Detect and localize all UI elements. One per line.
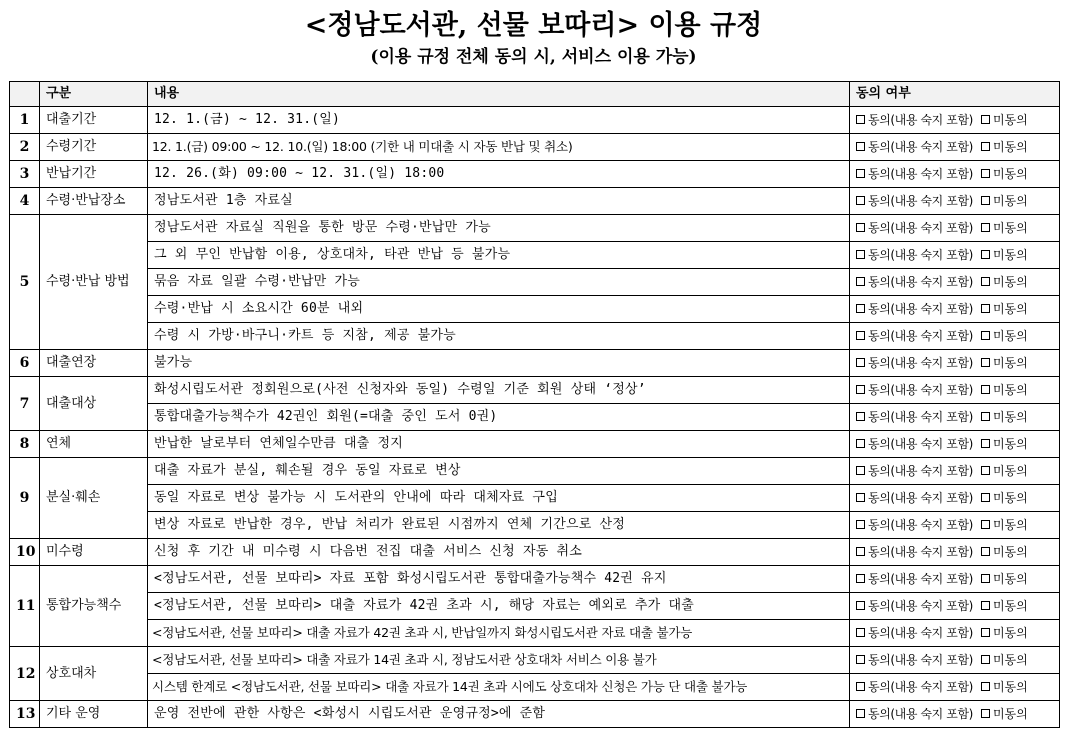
table-row [10,701,1060,728]
disagree-checkbox[interactable] [981,466,990,475]
disagree-checkbox[interactable] [981,250,990,259]
disagree-option[interactable] [981,301,1028,317]
agree-option[interactable] [856,328,973,344]
table-row [10,620,1060,647]
disagree-option[interactable] [981,247,1028,263]
table-row [10,269,1060,296]
disagree-checkbox[interactable] [981,655,990,664]
row-content: 묶음 자료 일괄 수령·반납만 가능 [148,269,850,296]
disagree-option[interactable] [981,328,1028,344]
agree-label: 동의(내용 숙지 포함) [868,598,973,613]
row-category: 기타 운영 [40,701,148,728]
agree-checkbox[interactable] [856,250,865,259]
disagree-checkbox[interactable] [981,331,990,340]
disagree-label: 미동의 [992,166,1028,181]
agree-option[interactable] [856,679,973,695]
disagree-option[interactable] [981,571,1028,587]
disagree-option[interactable] [981,382,1028,398]
row-content: 신청 후 기간 내 미수령 시 다음번 전집 대출 서비스 신청 자동 취소 [148,539,850,566]
row-content: 수령 시 가방·바구니·카트 등 지참, 제공 불가능 [148,323,850,350]
agree-option[interactable] [856,112,973,128]
header-row [10,82,1060,107]
agree-option[interactable] [856,301,973,317]
row-content: 운영 전반에 관한 사항은 <화성시 시립도서관 운영규정>에 준함 [148,701,850,728]
disagree-option[interactable] [981,355,1028,371]
row-number: 7 [10,377,40,431]
agree-checkbox[interactable] [856,412,865,421]
row-number: 4 [10,188,40,215]
agree-label: 동의(내용 숙지 포함) [868,706,973,721]
agree-checkbox[interactable] [856,520,865,529]
disagree-option[interactable] [981,409,1028,425]
agree-label: 동의(내용 숙지 포함) [868,463,973,478]
row-content: <정남도서관, 선물 보따리> 대출 자료가 42권 초과 시, 해당 자료는 예외로 추가 대출 [148,593,850,620]
agree-label: 동의(내용 숙지 포함) [868,274,973,289]
row-content: 변상 자료로 반납한 경우, 반납 처리가 완료된 시점까지 연체 기간으로 산정 [148,512,850,539]
agree-label: 동의(내용 숙지 포함) [868,166,973,181]
agree-options [850,593,1060,620]
agree-options [850,701,1060,728]
table-row [10,242,1060,269]
disagree-checkbox[interactable] [981,358,990,367]
disagree-label: 미동의 [992,112,1028,127]
disagree-label: 미동의 [992,247,1028,262]
agree-label: 동의(내용 숙지 포함) [868,517,973,532]
row-content: 통합대출가능책수가 42권인 회원(=대출 중인 도서 0권) [148,404,850,431]
table-row [10,512,1060,539]
agree-label: 동의(내용 숙지 포함) [868,247,973,262]
agree-option[interactable] [856,382,973,398]
disagree-label: 미동의 [992,625,1028,640]
agree-option[interactable] [856,409,973,425]
disagree-label: 미동의 [992,220,1028,235]
agree-options [850,188,1060,215]
agree-options [850,134,1060,161]
agree-checkbox[interactable] [856,223,865,232]
table-row [10,107,1060,134]
header-content: 내용 [148,82,850,107]
agree-option[interactable] [856,436,973,452]
agree-option[interactable] [856,355,973,371]
disagree-checkbox[interactable] [981,277,990,286]
page-subtitle: (이용 규정 전체 동의 시, 서비스 이용 가능) [370,47,697,67]
row-number: 9 [10,458,40,539]
agree-checkbox[interactable] [856,628,865,637]
row-category: 분실·훼손 [40,458,148,539]
disagree-checkbox[interactable] [981,709,990,718]
agree-label: 동의(내용 숙지 포함) [868,301,973,316]
disagree-checkbox[interactable] [981,601,990,610]
disagree-label: 미동의 [992,355,1028,370]
disagree-checkbox[interactable] [981,439,990,448]
rules-table [9,81,1060,728]
disagree-checkbox[interactable] [981,682,990,691]
agree-label: 동의(내용 숙지 포함) [868,490,973,505]
disagree-checkbox[interactable] [981,547,990,556]
agree-checkbox[interactable] [856,655,865,664]
row-content: 12. 26.(화) 09:00 ~ 12. 31.(일) 18:00 [148,161,850,188]
agree-checkbox[interactable] [856,574,865,583]
disagree-option[interactable] [981,517,1028,533]
row-number: 3 [10,161,40,188]
disagree-label: 미동의 [992,409,1028,424]
table-row [10,404,1060,431]
disagree-checkbox[interactable] [981,115,990,124]
table-row [10,539,1060,566]
row-number: 10 [10,539,40,566]
row-content: <정남도서관, 선물 보따리> 대출 자료가 14권 초과 시, 정남도서관 상호대차 서비스 이용 불가 [148,647,850,674]
agree-checkbox[interactable] [856,304,865,313]
agree-label: 동의(내용 숙지 포함) [868,625,973,640]
disagree-label: 미동의 [992,382,1028,397]
agree-checkbox[interactable] [856,277,865,286]
row-number: 13 [10,701,40,728]
agree-checkbox[interactable] [856,169,865,178]
disagree-label: 미동의 [992,517,1028,532]
row-content: 대출 자료가 분실, 훼손될 경우 동일 자료로 변상 [148,458,850,485]
agree-options [850,296,1060,323]
agree-options [850,242,1060,269]
disagree-label: 미동의 [992,544,1028,559]
row-number: 11 [10,566,40,647]
agree-options [850,566,1060,593]
agree-options [850,539,1060,566]
agree-label: 동의(내용 숙지 포함) [868,139,973,154]
row-content: 12. 1.(금) 09:00 ~ 12. 10.(일) 18:00 (기한 내 미대출 시 자동 반납 및 취소) [148,134,850,161]
row-content: 12. 1.(금) ~ 12. 31.(일) [148,107,850,134]
agree-option[interactable] [856,625,973,641]
table-row [10,593,1060,620]
disagree-checkbox[interactable] [981,412,990,421]
disagree-checkbox[interactable] [981,169,990,178]
header-agree: 동의 여부 [850,82,1060,107]
agree-checkbox[interactable] [856,547,865,556]
table-row [10,647,1060,674]
agree-checkbox[interactable] [856,142,865,151]
agree-option[interactable] [856,193,973,209]
agree-option[interactable] [856,166,973,182]
disagree-checkbox[interactable] [981,520,990,529]
disagree-option[interactable] [981,193,1028,209]
table-row [10,431,1060,458]
disagree-option[interactable] [981,463,1028,479]
agree-options [850,269,1060,296]
agree-checkbox[interactable] [856,439,865,448]
agree-checkbox[interactable] [856,601,865,610]
row-content: 수령·반납 시 소요시간 60분 내외 [148,296,850,323]
row-content: 화성시립도서관 정회원으로(사전 신청자와 동일) 수령일 기준 회원 상태 ‘정상’ [148,377,850,404]
agree-options [850,350,1060,377]
agree-label: 동의(내용 숙지 포함) [868,355,973,370]
row-number: 12 [10,647,40,701]
agree-option[interactable] [856,463,973,479]
row-content: <정남도서관, 선물 보따리> 자료 포함 화성시립도서관 통합대출가능책수 42권 유지 [148,566,850,593]
disagree-label: 미동의 [992,571,1028,586]
disagree-checkbox[interactable] [981,196,990,205]
agree-checkbox[interactable] [856,493,865,502]
row-category: 대출대상 [40,377,148,431]
disagree-label: 미동의 [992,679,1028,694]
disagree-option[interactable] [981,139,1028,155]
agree-option[interactable] [856,571,973,587]
agree-checkbox[interactable] [856,196,865,205]
agree-label: 동의(내용 숙지 포함) [868,436,973,451]
agree-options [850,458,1060,485]
disagree-option[interactable] [981,274,1028,290]
row-content: 반납한 날로부터 연체일수만큼 대출 정지 [148,431,850,458]
row-content: 시스템 한계로 <정남도서관, 선물 보따리> 대출 자료가 14권 초과 시에도 상호대차 신청은 가능 단 대출 불가능 [148,674,850,701]
agree-checkbox[interactable] [856,385,865,394]
disagree-label: 미동의 [992,436,1028,451]
disagree-label: 미동의 [992,274,1028,289]
agree-checkbox[interactable] [856,709,865,718]
agree-label: 동의(내용 숙지 포함) [868,112,973,127]
disagree-option[interactable] [981,436,1028,452]
row-category: 대출기간 [40,107,148,134]
disagree-label: 미동의 [992,139,1028,154]
agree-options [850,323,1060,350]
agree-option[interactable] [856,598,973,614]
row-category: 수령·반납 방법 [40,215,148,350]
agree-label: 동의(내용 숙지 포함) [868,328,973,343]
agree-option[interactable] [856,706,973,722]
agree-label: 동의(내용 숙지 포함) [868,571,973,586]
row-content: 그 외 무인 반납함 이용, 상호대차, 타관 반납 등 불가능 [148,242,850,269]
agree-options [850,647,1060,674]
row-category: 미수령 [40,539,148,566]
agree-options [850,215,1060,242]
table-row [10,188,1060,215]
agree-options [850,674,1060,701]
agree-options [850,485,1060,512]
disagree-checkbox[interactable] [981,493,990,502]
agree-option[interactable] [856,220,973,236]
disagree-label: 미동의 [992,193,1028,208]
agree-options [850,512,1060,539]
header-no [10,82,40,107]
table-row [10,134,1060,161]
row-category: 수령·반납장소 [40,188,148,215]
row-number: 1 [10,107,40,134]
agree-option[interactable] [856,139,973,155]
agree-checkbox[interactable] [856,115,865,124]
agree-checkbox[interactable] [856,466,865,475]
row-content: 불가능 [148,350,850,377]
agree-option[interactable] [856,652,973,668]
disagree-label: 미동의 [992,463,1028,478]
disagree-option[interactable] [981,706,1028,722]
agree-checkbox[interactable] [856,682,865,691]
agree-option[interactable] [856,544,973,560]
agree-options [850,620,1060,647]
disagree-checkbox[interactable] [981,142,990,151]
agree-label: 동의(내용 숙지 포함) [868,193,973,208]
agree-label: 동의(내용 숙지 포함) [868,409,973,424]
page-title: <정남도서관, 선물 보따리> 이용 규정 [304,10,763,41]
disagree-label: 미동의 [992,328,1028,343]
table-row [10,323,1060,350]
disagree-checkbox[interactable] [981,304,990,313]
row-content: 정남도서관 1층 자료실 [148,188,850,215]
table-row [10,674,1060,701]
agree-checkbox[interactable] [856,358,865,367]
table-row [10,485,1060,512]
disagree-option[interactable] [981,544,1028,560]
row-category: 대출연장 [40,350,148,377]
row-category: 통합가능책수 [40,566,148,647]
table-row [10,566,1060,593]
disagree-label: 미동의 [992,490,1028,505]
row-number: 6 [10,350,40,377]
agree-option[interactable] [856,274,973,290]
agree-options [850,377,1060,404]
disagree-label: 미동의 [992,706,1028,721]
disagree-option[interactable] [981,490,1028,506]
agree-option[interactable] [856,490,973,506]
table-row [10,350,1060,377]
disagree-label: 미동의 [992,598,1028,613]
disagree-label: 미동의 [992,652,1028,667]
agree-option[interactable] [856,517,973,533]
row-content: 동일 자료로 변상 불가능 시 도서관의 안내에 따라 대체자료 구입 [148,485,850,512]
disagree-checkbox[interactable] [981,223,990,232]
table-row [10,458,1060,485]
row-number: 2 [10,134,40,161]
table-row [10,161,1060,188]
agree-options [850,107,1060,134]
agree-label: 동의(내용 숙지 포함) [868,382,973,397]
disagree-checkbox[interactable] [981,385,990,394]
row-content: <정남도서관, 선물 보따리> 대출 자료가 42권 초과 시, 반납일까지 화성시립도서관 자료 대출 불가능 [148,620,850,647]
row-content: 정남도서관 자료실 직원을 통한 방문 수령·반납만 가능 [148,215,850,242]
disagree-option[interactable] [981,112,1028,128]
disagree-label: 미동의 [992,301,1028,316]
row-category: 상호대차 [40,647,148,701]
header-category: 구분 [40,82,148,107]
table-row [10,215,1060,242]
table-row [10,377,1060,404]
agree-label: 동의(내용 숙지 포함) [868,220,973,235]
agree-label: 동의(내용 숙지 포함) [868,544,973,559]
row-category: 반납기간 [40,161,148,188]
disagree-option[interactable] [981,625,1028,641]
table-row [10,296,1060,323]
row-number: 8 [10,431,40,458]
agree-option[interactable] [856,247,973,263]
disagree-option[interactable] [981,679,1028,695]
disagree-option[interactable] [981,652,1028,668]
disagree-option[interactable] [981,166,1028,182]
row-number: 5 [10,215,40,350]
disagree-option[interactable] [981,598,1028,614]
agree-options [850,404,1060,431]
row-category: 연체 [40,431,148,458]
disagree-option[interactable] [981,220,1028,236]
agree-checkbox[interactable] [856,331,865,340]
agree-label: 동의(내용 숙지 포함) [868,679,973,694]
disagree-checkbox[interactable] [981,628,990,637]
agree-label: 동의(내용 숙지 포함) [868,652,973,667]
row-category: 수령기간 [40,134,148,161]
agree-options [850,161,1060,188]
disagree-checkbox[interactable] [981,574,990,583]
agree-options [850,431,1060,458]
